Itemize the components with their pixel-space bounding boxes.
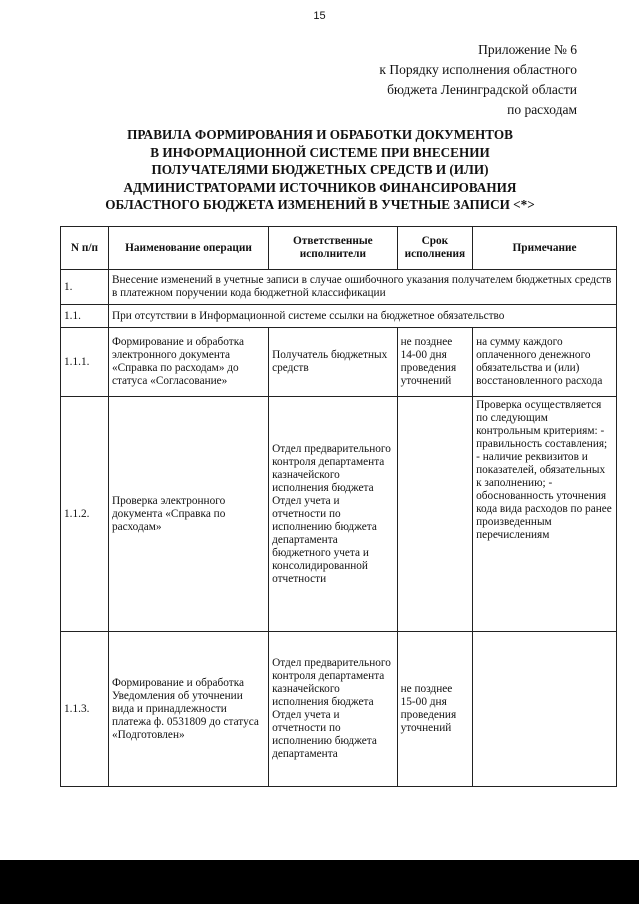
header-note: Примечание — [473, 227, 617, 270]
row-1-1-1-term: не позднее 14-00 дня проведения уточнений — [397, 328, 472, 397]
row-1-1-3-operation: Формирование и обработка Уведомления об уточнении вида и принадлежности платежа ф. 0531809 до статуса «Подготовлен» — [108, 632, 268, 787]
table-row — [61, 270, 617, 305]
row-1-1-3-note — [473, 632, 617, 787]
row-1-1-2-responsible: Отдел предварительного контроля департамента казначейского исполнения бюджета Отдел учета и отчетности по исполнению бюджета департамента бюджетного учета и консолидированной отчетности — [269, 397, 398, 632]
appendix-line-4: по расходам — [507, 102, 577, 117]
row-1-1-2-note: Проверка осуществляется по следующим контрольным критериям: - правильность составления; - наличие реквизитов и показателей, обязательных к заполнению; - обоснованность уточнения кода вида расходов по ранее произведенным перечислениям — [473, 397, 617, 632]
page-number: 15 — [313, 10, 326, 22]
row-1-1-1-responsible: Получатель бюджетных средств — [269, 328, 398, 397]
title-line-5: ОБЛАСТНОГО БЮДЖЕТА ИЗМЕНЕНИЙ В УЧЕТНЫЕ ЗАПИСИ <*> — [105, 197, 535, 212]
title-line-4: АДМИНИСТРАТОРАМИ ИСТОЧНИКОВ ФИНАНСИРОВАНИЯ — [123, 179, 517, 195]
header-num: N п/п — [61, 227, 109, 270]
title-line-1: ПРАВИЛА ФОРМИРОВАНИЯ И ОБРАБОТКИ ДОКУМЕНТОВ — [127, 127, 513, 142]
table-row — [61, 328, 617, 397]
title-line-3: ПОЛУЧАТЕЛЯМИ БЮДЖЕТНЫХ СРЕДСТВ И (ИЛИ) — [151, 162, 489, 177]
document-title — [40, 126, 600, 214]
appendix-line-2: к Порядку исполнения областного — [379, 62, 577, 77]
row-1-1-3-term: не позднее 15-00 дня проведения уточнений — [397, 632, 472, 787]
appendix-line-1: Приложение № 6 — [478, 42, 577, 57]
row-1-1-2-term — [397, 397, 472, 632]
row-1-1-3-responsible: Отдел предварительного контроля департамента казначейского исполнения бюджета Отдел учета и отчетности по исполнению бюджета департамента — [269, 632, 398, 787]
row-1-1-2-num: 1.1.2. — [61, 397, 109, 632]
table-row — [61, 397, 617, 632]
row-1-1-num: 1.1. — [61, 305, 109, 328]
table-row — [61, 632, 617, 787]
row-1-1-1-operation: Формирование и обработка электронного документа «Справка по расходам» до статуса «Согласование» — [108, 328, 268, 397]
row-1-1-text: При отсутствии в Информационной системе ссылки на бюджетное обязательство — [108, 305, 616, 328]
appendix-reference — [317, 40, 577, 120]
header-term: Срок исполнения — [397, 227, 472, 270]
title-line-2: В ИНФОРМАЦИОННОЙ СИСТЕМЕ ПРИ ВНЕСЕНИИ — [150, 144, 490, 160]
row-1-num: 1. — [61, 270, 109, 305]
scan-bottom-border — [0, 860, 639, 904]
header-responsible: Ответственные исполнители — [269, 227, 398, 270]
row-1-1-1-num: 1.1.1. — [61, 328, 109, 397]
row-1-1-1-note: на сумму каждого оплаченного денежного обязательства и (или) восстановленного расхода — [473, 328, 617, 397]
table-row — [61, 305, 617, 328]
row-1-1-2-operation: Проверка электронного документа «Справка по расходам» — [108, 397, 268, 632]
appendix-line-3: бюджета Ленинградской области — [387, 82, 577, 97]
header-operation: Наименование операции — [108, 227, 268, 270]
table-header-row — [61, 227, 617, 270]
rules-table — [60, 226, 617, 787]
row-1-1-3-num: 1.1.3. — [61, 632, 109, 787]
row-1-text: Внесение изменений в учетные записи в случае ошибочного указания получателем бюджетных средств в платежном поручении кода бюджетной классификации — [108, 270, 616, 305]
